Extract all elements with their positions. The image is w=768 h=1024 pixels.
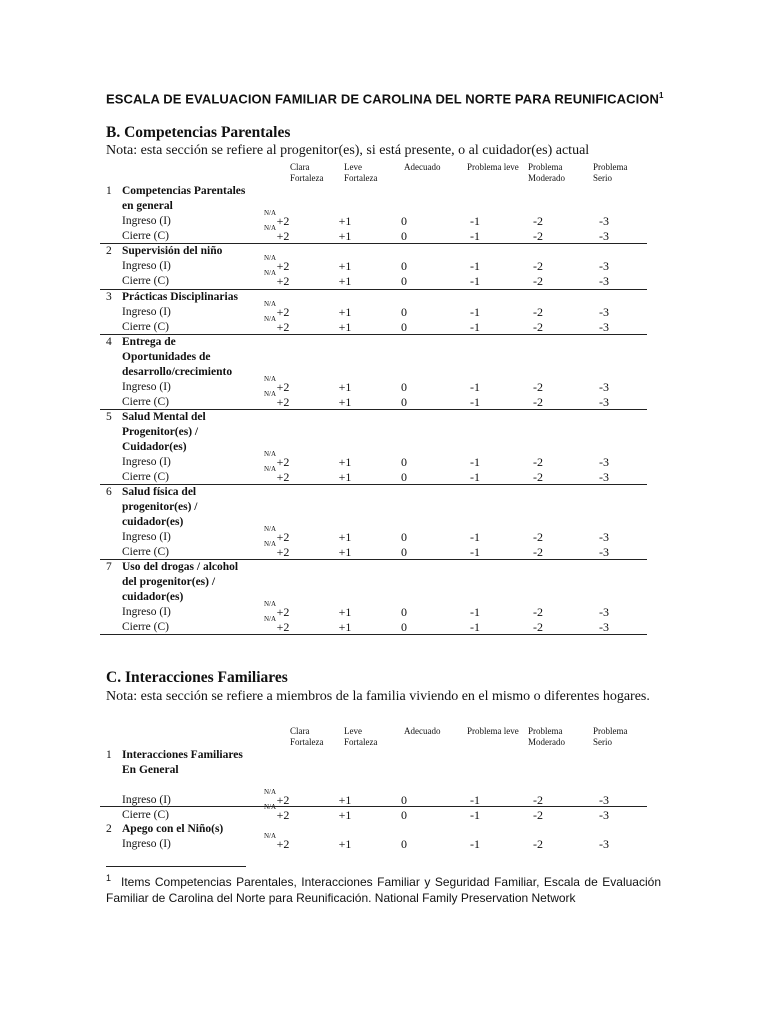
section-c-item-1-ingreso-label: Ingreso (I) bbox=[122, 794, 171, 806]
section-b-item-7-cierre-score-+2[interactable]: +2 bbox=[276, 620, 290, 634]
section-b-item-2-ingreso-score-0[interactable]: 0 bbox=[401, 259, 407, 273]
section-b-item-2-number: 2 bbox=[106, 245, 112, 257]
section-b-item-4-ingreso-score--3[interactable]: -3 bbox=[599, 380, 609, 394]
section-c-item-1-ingreso-score--1[interactable]: -1 bbox=[470, 793, 480, 807]
section-b-item-7-cierre-score--1[interactable]: -1 bbox=[470, 620, 480, 634]
section-b-item-5-cierre-score--2[interactable]: -2 bbox=[533, 470, 543, 484]
section-b-item-7-ingreso-score-+2[interactable]: +2 bbox=[276, 605, 290, 619]
section-b-item-6-ingreso-na-option[interactable]: N/A bbox=[264, 525, 277, 533]
section-c-item-2-ingreso-na-option[interactable]: N/A bbox=[264, 832, 277, 840]
section-b-item-5-ingreso-score-0[interactable]: 0 bbox=[401, 455, 407, 469]
section-b-item-7-ingreso-score-+1[interactable]: +1 bbox=[338, 605, 352, 619]
section-b-item-6-ingreso-score--2[interactable]: -2 bbox=[533, 530, 543, 544]
section-b-item-1-ingreso-score-+2[interactable]: +2 bbox=[276, 214, 290, 228]
section-b-item-3-cierre-score--2[interactable]: -2 bbox=[533, 320, 543, 334]
section-b-item-4-ingreso-label: Ingreso (I) bbox=[122, 381, 171, 393]
section-b-item-5-ingreso-score-+2[interactable]: +2 bbox=[276, 455, 290, 469]
section-b-col-header-1: Clara Fortaleza bbox=[290, 162, 324, 183]
section-b-col-header-5: Problema Moderado bbox=[528, 162, 565, 183]
section-b-item-1-ingreso-na-option[interactable]: N/A bbox=[264, 209, 277, 217]
section-b-item-4-cierre-score-0[interactable]: 0 bbox=[401, 395, 407, 409]
footnote bbox=[106, 870, 661, 906]
section-b-item-6-cierre-score--2[interactable]: -2 bbox=[533, 545, 543, 559]
section-b-item-4-label: Entrega de Oportunidades de desarrollo/crecimiento bbox=[122, 336, 233, 378]
section-b-item-3-label: Prácticas Disciplinarias bbox=[122, 291, 238, 303]
section-c-heading: C. Interacciones Familiares bbox=[106, 669, 288, 686]
section-b-item-3-cierre-score-+2[interactable]: +2 bbox=[276, 320, 290, 334]
section-b-item-5-cierre-score-+2[interactable]: +2 bbox=[276, 470, 290, 484]
section-b-item-3-ingreso-score--1[interactable]: -1 bbox=[470, 305, 480, 319]
section-c-col-header-3: Adecuado bbox=[404, 726, 441, 736]
section-b-item-2-cierre-label: Cierre (C) bbox=[122, 275, 169, 287]
section-b-item-1-ingreso-score--1[interactable]: -1 bbox=[470, 214, 480, 228]
section-b-item-1-cierre-label: Cierre (C) bbox=[122, 230, 169, 242]
section-b-item-6-number: 6 bbox=[106, 486, 112, 498]
section-b-item-7-cierre-score-0[interactable]: 0 bbox=[401, 620, 407, 634]
section-b-item-6-cierre-label: Cierre (C) bbox=[122, 546, 169, 558]
section-c-item-1-cierre-score-+1[interactable]: +1 bbox=[338, 808, 352, 822]
section-b-item-3-cierre-label: Cierre (C) bbox=[122, 321, 169, 333]
section-c-item-1-ingreso-score--3[interactable]: -3 bbox=[599, 793, 609, 807]
section-b-item-7-cierre-label: Cierre (C) bbox=[122, 621, 169, 633]
section-b-item-5-number: 5 bbox=[106, 411, 112, 423]
section-c-item-1-cierre-na-option[interactable]: N/A bbox=[264, 803, 277, 811]
footnote-divider bbox=[106, 866, 246, 867]
section-b-item-2-cierre-score-+1[interactable]: +1 bbox=[338, 274, 352, 288]
section-b-item-2-ingreso-na-option[interactable]: N/A bbox=[264, 254, 277, 262]
section-b-item-5-cierre-score-0[interactable]: 0 bbox=[401, 470, 407, 484]
section-b-item-6-cierre-score-+1[interactable]: +1 bbox=[338, 545, 352, 559]
section-b-item-4-cierre-score-+1[interactable]: +1 bbox=[338, 395, 352, 409]
section-b-item-1-cierre-score--2[interactable]: -2 bbox=[533, 229, 543, 243]
section-b-item-1-label: Competencias Parentales en general bbox=[122, 185, 246, 212]
section-b-item-2-cierre-score--2[interactable]: -2 bbox=[533, 274, 543, 288]
section-b-col-header-2: Leve Fortaleza bbox=[344, 162, 378, 183]
section-c-col-header-6: Problema Serio bbox=[593, 726, 628, 747]
section-c-item-2-ingreso-score--3[interactable]: -3 bbox=[599, 837, 609, 851]
section-b-item-2-ingreso-label: Ingreso (I) bbox=[122, 260, 171, 272]
section-b-item-5-cierre-score-+1[interactable]: +1 bbox=[338, 470, 352, 484]
section-b-item-6-ingreso-label: Ingreso (I) bbox=[122, 531, 171, 543]
section-b-item-2-ingreso-score--3[interactable]: -3 bbox=[599, 259, 609, 273]
section-b-item-1-cierre-score-+1[interactable]: +1 bbox=[338, 229, 352, 243]
section-b-item-1-ingreso-score--3[interactable]: -3 bbox=[599, 214, 609, 228]
section-b-item-7-cierre-score-+1[interactable]: +1 bbox=[338, 620, 352, 634]
section-b-item-1-number: 1 bbox=[106, 185, 112, 197]
section-b-item-4-cierre-score--1[interactable]: -1 bbox=[470, 395, 480, 409]
section-c-item-1-ingreso-score-+1[interactable]: +1 bbox=[338, 793, 352, 807]
section-b-item-6-cierre-score--1[interactable]: -1 bbox=[470, 545, 480, 559]
section-b-item-4-ingreso-score--2[interactable]: -2 bbox=[533, 380, 543, 394]
section-c-item-1-divider bbox=[100, 806, 647, 807]
section-b-col-header-3: Adecuado bbox=[404, 162, 441, 172]
section-b-item-4-ingreso-score--1[interactable]: -1 bbox=[470, 380, 480, 394]
section-b-item-6-ingreso-score-0[interactable]: 0 bbox=[401, 530, 407, 544]
section-c-item-2-ingreso-score--1[interactable]: -1 bbox=[470, 837, 480, 851]
section-b-item-7-label: Uso del drogas / alcohol del progenitor(es) / cuidador(es) bbox=[122, 561, 239, 603]
section-b-item-5-cierre-score--1[interactable]: -1 bbox=[470, 470, 480, 484]
section-c-col-header-5: Problema Moderado bbox=[528, 726, 565, 747]
section-b-item-3-cierre-na-option[interactable]: N/A bbox=[264, 315, 277, 323]
section-b-item-2-cierre-score--1[interactable]: -1 bbox=[470, 274, 480, 288]
section-b-item-4-ingreso-na-option[interactable]: N/A bbox=[264, 375, 277, 383]
section-c-item-1-cierre-score-+2[interactable]: +2 bbox=[276, 808, 290, 822]
section-b-item-4-cierre-label: Cierre (C) bbox=[122, 396, 169, 408]
section-c-col-header-4: Problema leve bbox=[467, 726, 519, 736]
section-c-item-2-ingreso-score-+1[interactable]: +1 bbox=[338, 837, 352, 851]
section-c-note: Nota: esta sección se refiere a miembros de la familia viviendo en el mismo o diferentes hogares. bbox=[106, 689, 650, 704]
section-b-item-7-ingreso-score--1[interactable]: -1 bbox=[470, 605, 480, 619]
section-c-item-1-cierre-score-0[interactable]: 0 bbox=[401, 808, 407, 822]
section-c-item-2-ingreso-score-0[interactable]: 0 bbox=[401, 837, 407, 851]
section-b-col-header-4: Problema leve bbox=[467, 162, 519, 172]
section-b-item-3-cierre-score-0[interactable]: 0 bbox=[401, 320, 407, 334]
footnote-text: Items Competencias Parentales, Interacciones Familiar y Seguridad Familiar, Escala de Evaluación Familiar de Carolina del Norte para Reunificación. National Family Preservation Network bbox=[106, 875, 661, 905]
section-b-item-2-cierre-score--3[interactable]: -3 bbox=[599, 274, 609, 288]
section-b-item-3-number: 3 bbox=[106, 291, 112, 303]
section-b-item-2-ingreso-score--2[interactable]: -2 bbox=[533, 259, 543, 273]
section-b-item-1-cierre-na-option[interactable]: N/A bbox=[264, 224, 277, 232]
section-b-item-7-cierre-na-option[interactable]: N/A bbox=[264, 615, 277, 623]
section-b-item-5-ingreso-score--1[interactable]: -1 bbox=[470, 455, 480, 469]
section-b-item-4-ingreso-score-+1[interactable]: +1 bbox=[338, 380, 352, 394]
section-b-item-3-ingreso-score-0[interactable]: 0 bbox=[401, 305, 407, 319]
section-b-item-7-number: 7 bbox=[106, 561, 112, 573]
section-b-item-7-ingreso-score-0[interactable]: 0 bbox=[401, 605, 407, 619]
section-b-item-3-ingreso-score--2[interactable]: -2 bbox=[533, 305, 543, 319]
section-b-item-6-ingreso-score-+1[interactable]: +1 bbox=[338, 530, 352, 544]
section-b-item-3-cierre-score--3[interactable]: -3 bbox=[599, 320, 609, 334]
section-b-item-5-ingreso-score-+1[interactable]: +1 bbox=[338, 455, 352, 469]
section-c-col-header-1: Clara Fortaleza bbox=[290, 726, 324, 747]
section-c-item-1-ingreso-score-+2[interactable]: +2 bbox=[276, 793, 290, 807]
section-b-item-7-cierre-score--3[interactable]: -3 bbox=[599, 620, 609, 634]
section-b-item-6-cierre-na-option[interactable]: N/A bbox=[264, 540, 277, 548]
footnote-mark: 1 bbox=[106, 873, 112, 883]
section-b-item-1-ingreso-score-+1[interactable]: +1 bbox=[338, 214, 352, 228]
section-c-item-1-ingreso-score--2[interactable]: -2 bbox=[533, 793, 543, 807]
section-b-item-5-cierre-score--3[interactable]: -3 bbox=[599, 470, 609, 484]
section-b-item-2-ingreso-score-+1[interactable]: +1 bbox=[338, 259, 352, 273]
section-c-item-1-ingreso-na-option[interactable]: N/A bbox=[264, 788, 277, 796]
section-b-item-6-cierre-score--3[interactable]: -3 bbox=[599, 545, 609, 559]
section-b-item-3-ingreso-label: Ingreso (I) bbox=[122, 306, 171, 318]
section-c-col-header-2: Leve Fortaleza bbox=[344, 726, 378, 747]
section-b-item-4-cierre-na-option[interactable]: N/A bbox=[264, 390, 277, 398]
section-b-item-1-cierre-score--3[interactable]: -3 bbox=[599, 229, 609, 243]
section-b-item-4-cierre-score--3[interactable]: -3 bbox=[599, 395, 609, 409]
title-footnote-mark: 1 bbox=[659, 91, 664, 100]
section-c-item-2-number: 2 bbox=[106, 823, 112, 835]
section-b-item-2-cierre-score-0[interactable]: 0 bbox=[401, 274, 407, 288]
section-c-item-1-cierre-label: Cierre (C) bbox=[122, 809, 169, 821]
section-c-item-1-ingreso-score-0[interactable]: 0 bbox=[401, 793, 407, 807]
section-b-item-1-ingreso-score-0[interactable]: 0 bbox=[401, 214, 407, 228]
section-b-item-7-ingreso-score--2[interactable]: -2 bbox=[533, 605, 543, 619]
section-b-item-2-label: Supervisión del niño bbox=[122, 245, 223, 257]
section-b-item-6-cierre-score-0[interactable]: 0 bbox=[401, 545, 407, 559]
section-b-item-5-cierre-na-option[interactable]: N/A bbox=[264, 465, 277, 473]
section-b-item-3-cierre-score--1[interactable]: -1 bbox=[470, 320, 480, 334]
section-b-item-1-ingreso-label: Ingreso (I) bbox=[122, 215, 171, 227]
section-b-item-6-label: Salud física del progenitor(es) / cuidador(es) bbox=[122, 486, 198, 528]
section-b-item-6-cierre-score-+2[interactable]: +2 bbox=[276, 545, 290, 559]
section-b-item-4-cierre-score-+2[interactable]: +2 bbox=[276, 395, 290, 409]
section-b-item-3-ingreso-na-option[interactable]: N/A bbox=[264, 300, 277, 308]
section-b-item-6-ingreso-score--1[interactable]: -1 bbox=[470, 530, 480, 544]
section-b-item-1-cierre-score-+2[interactable]: +2 bbox=[276, 229, 290, 243]
section-c-item-2-ingreso-score-+2[interactable]: +2 bbox=[276, 837, 290, 851]
section-c-item-2-label: Apego con el Niño(s) bbox=[122, 823, 224, 835]
section-b-item-2-cierre-na-option[interactable]: N/A bbox=[264, 269, 277, 277]
section-c-item-1-number: 1 bbox=[106, 749, 112, 761]
section-b-item-7-ingreso-na-option[interactable]: N/A bbox=[264, 600, 277, 608]
section-c-item-1-label: Interacciones Familiares En General bbox=[122, 749, 243, 776]
section-b-item-4-number: 4 bbox=[106, 336, 112, 348]
section-b-item-5-ingreso-label: Ingreso (I) bbox=[122, 456, 171, 468]
section-b-item-5-cierre-label: Cierre (C) bbox=[122, 471, 169, 483]
section-c-item-2-ingreso-label: Ingreso (I) bbox=[122, 838, 171, 850]
section-b-item-7-cierre-score--2[interactable]: -2 bbox=[533, 620, 543, 634]
section-b-item-3-ingreso-score--3[interactable]: -3 bbox=[599, 305, 609, 319]
section-b-item-1-cierre-score--1[interactable]: -1 bbox=[470, 229, 480, 243]
section-b-item-4-ingreso-score-+2[interactable]: +2 bbox=[276, 380, 290, 394]
section-b-item-2-cierre-score-+2[interactable]: +2 bbox=[276, 274, 290, 288]
section-b-item-5-ingreso-na-option[interactable]: N/A bbox=[264, 450, 277, 458]
section-b-item-5-ingreso-score--2[interactable]: -2 bbox=[533, 455, 543, 469]
section-c-item-1-cierre-score--1[interactable]: -1 bbox=[470, 808, 480, 822]
section-b-item-1-cierre-score-0[interactable]: 0 bbox=[401, 229, 407, 243]
section-b-item-5-label: Salud Mental del Progenitor(es) / Cuidador(es) bbox=[122, 411, 206, 453]
section-c-item-1-cierre-score--2[interactable]: -2 bbox=[533, 808, 543, 822]
section-b-item-2-ingreso-score-+2[interactable]: +2 bbox=[276, 259, 290, 273]
document-title: ESCALA DE EVALUACION FAMILIAR DE CAROLINA DEL NORTE PARA REUNIFICACION$^1$ bbox=[106, 91, 664, 107]
section-b-item-7-divider bbox=[100, 634, 647, 635]
section-b-item-6-ingreso-score--3[interactable]: -3 bbox=[599, 530, 609, 544]
section-b-item-4-cierre-score--2[interactable]: -2 bbox=[533, 395, 543, 409]
section-b-item-4-ingreso-score-0[interactable]: 0 bbox=[401, 380, 407, 394]
section-b-item-3-cierre-score-+1[interactable]: +1 bbox=[338, 320, 352, 334]
section-b-item-5-ingreso-score--3[interactable]: -3 bbox=[599, 455, 609, 469]
section-b-col-header-6: Problema Serio bbox=[593, 162, 628, 183]
section-c-item-2-ingreso-score--2[interactable]: -2 bbox=[533, 837, 543, 851]
section-b-heading: B. Competencias Parentales bbox=[106, 124, 291, 141]
section-b-item-7-ingreso-label: Ingreso (I) bbox=[122, 606, 171, 618]
section-b-item-1-ingreso-score--2[interactable]: -2 bbox=[533, 214, 543, 228]
section-b-item-6-ingreso-score-+2[interactable]: +2 bbox=[276, 530, 290, 544]
section-b-item-7-ingreso-score--3[interactable]: -3 bbox=[599, 605, 609, 619]
section-c-item-1-cierre-score--3[interactable]: -3 bbox=[599, 808, 609, 822]
section-b-item-3-ingreso-score-+2[interactable]: +2 bbox=[276, 305, 290, 319]
section-b-note: Nota: esta sección se refiere al progenitor(es), si está presente, o al cuidador(es) actual bbox=[106, 143, 590, 158]
section-b-item-3-ingreso-score-+1[interactable]: +1 bbox=[338, 305, 352, 319]
section-b-item-2-ingreso-score--1[interactable]: -1 bbox=[470, 259, 480, 273]
